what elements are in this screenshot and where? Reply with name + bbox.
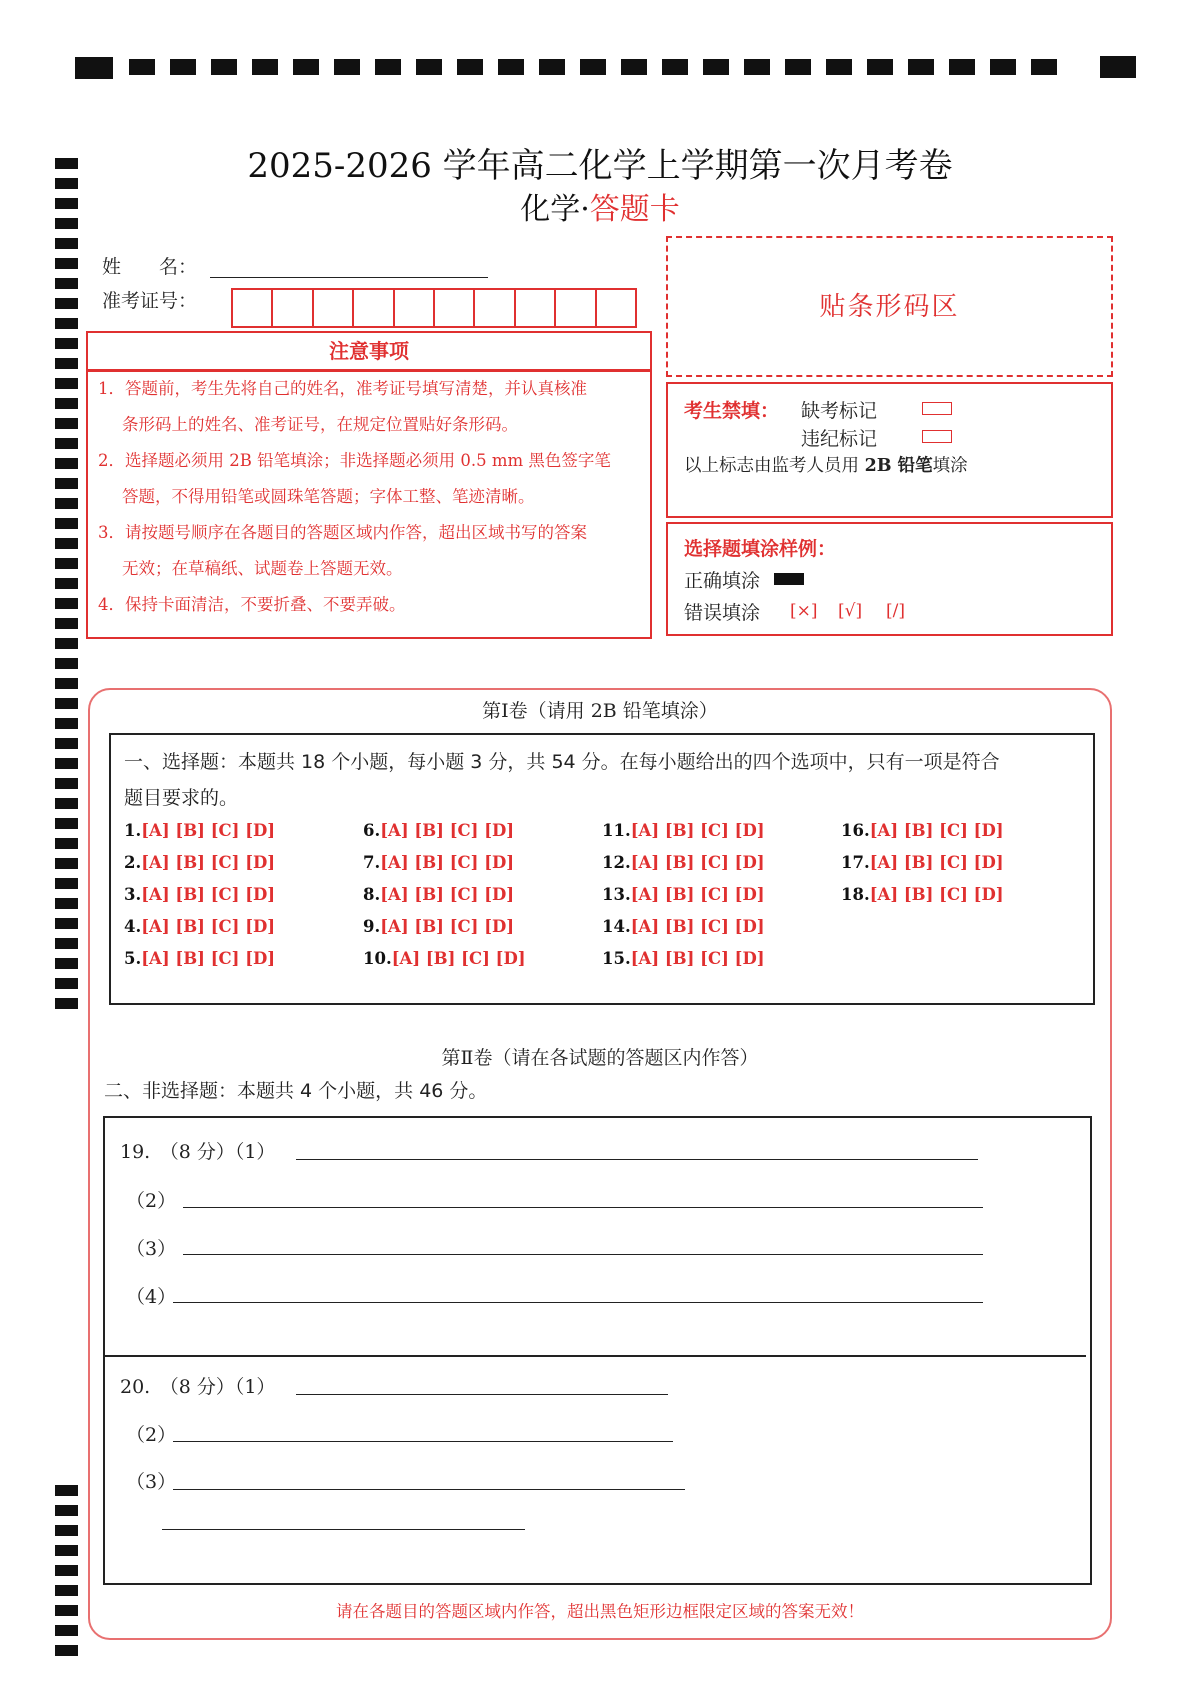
mcq-number: 16. [841, 821, 870, 840]
timing-mark [55, 1545, 78, 1556]
notice-heading-box [86, 331, 652, 371]
id-digit-box[interactable] [475, 290, 515, 326]
mcq-number: 2. [124, 853, 142, 872]
timing-mark [55, 758, 78, 769]
mcq-question-7[interactable] [363, 853, 514, 872]
id-digit-box[interactable] [435, 290, 475, 326]
mcq-question-8[interactable] [363, 885, 514, 904]
id-boxes[interactable] [231, 288, 637, 328]
timing-mark [55, 618, 78, 629]
mcq-number: 13. [602, 885, 631, 904]
mcq-number: 10. [363, 949, 392, 968]
timing-mark [55, 598, 78, 609]
timing-mark [55, 378, 78, 389]
mcq-options[interactable]: [A] [B] [C] [D] [630, 821, 765, 840]
mcq-number: 1. [124, 821, 142, 840]
timing-mark [55, 458, 78, 469]
mcq-options[interactable]: [A] [B] [C] [D] [869, 821, 1004, 840]
id-digit-box[interactable] [597, 290, 635, 326]
mcq-options[interactable]: [A] [B] [C] [D] [380, 917, 515, 936]
q19-label: 19. （8 分）（1） [120, 1141, 276, 1163]
timing-mark [55, 958, 78, 969]
id-digit-box[interactable] [395, 290, 435, 326]
notice-item: 3．请按题号顺序在各题目的答题区域内作答，超出区域书写的答案 [98, 523, 587, 542]
mcq-question-14[interactable] [602, 917, 765, 936]
mcq-number: 12. [602, 853, 631, 872]
forbidden-note: 以上标志由监考人员用 2B 铅笔填涂 [684, 456, 968, 476]
timing-mark [55, 1485, 78, 1496]
timing-mark [55, 578, 78, 589]
timing-mark [55, 518, 78, 529]
id-digit-box[interactable] [516, 290, 556, 326]
mcq-question-9[interactable] [363, 917, 514, 936]
part1-heading: 第Ⅰ卷（请用 2B 铅笔填涂） [482, 700, 718, 722]
mcq-question-12[interactable] [602, 853, 765, 872]
mcq-number: 8. [363, 885, 381, 904]
id-digit-box[interactable] [354, 290, 394, 326]
mcq-options[interactable]: [A] [B] [C] [D] [630, 885, 765, 904]
notice-item: 条形码上的姓名、准考证号，在规定位置贴好条形码。 [122, 415, 518, 434]
timing-mark [55, 1645, 78, 1656]
mcq-question-4[interactable] [124, 917, 275, 936]
footer-warning: 请在各题目的答题区域内作答，超出黑色矩形边框限定区域的答案无效！ [336, 1602, 864, 1621]
part2-box [103, 1116, 1092, 1585]
name-label: 姓 名： [102, 256, 198, 278]
notice-item: 答题，不得用铅笔或圆珠笔答题；字体工整、笔迹清晰。 [122, 487, 535, 506]
mcq-question-11[interactable] [602, 821, 765, 840]
q19-part2-label: （2） [126, 1190, 177, 1212]
page-subtitle: 化学·答题卡 [520, 192, 680, 227]
notice-box [86, 370, 652, 639]
mcq-number: 17. [841, 853, 870, 872]
mcq-options[interactable]: [A] [B] [C] [D] [141, 885, 276, 904]
q20-answer-line-4[interactable] [162, 1529, 525, 1530]
mcq-question-3[interactable] [124, 885, 275, 904]
name-field[interactable] [210, 277, 488, 278]
timing-mark [55, 1625, 78, 1636]
timing-mark [55, 818, 78, 829]
part1-intro: 一、选择题：本题共 18 个小题，每小题 3 分，共 54 分。在每小题给出的四个选项中，只有一项是符合 [124, 751, 1000, 773]
sample-box [666, 522, 1113, 636]
timing-mark [55, 238, 78, 249]
id-digit-box[interactable] [273, 290, 313, 326]
notice-heading: 注意事项 [329, 339, 409, 363]
mcq-options[interactable]: [A] [B] [C] [D] [630, 949, 765, 968]
mcq-number: 14. [602, 917, 631, 936]
mcq-number: 11. [602, 821, 631, 840]
mcq-number: 15. [602, 949, 631, 968]
mcq-options[interactable]: [A] [B] [C] [D] [141, 917, 276, 936]
wrong-mark-x: [×] [790, 601, 818, 621]
mcq-question-17[interactable] [841, 853, 1004, 872]
absent-label: 缺考标记 [801, 400, 878, 422]
mcq-number: 7. [363, 853, 381, 872]
notice-item: 2．选择题必须用 2B 铅笔填涂；非选择题必须用 0.5 mm 黑色签字笔 [98, 451, 611, 470]
page-title: 2025-2026 学年高二化学上学期第一次月考卷 [247, 146, 953, 186]
wrong-label: 错误填涂 [684, 602, 761, 624]
timing-mark [55, 298, 78, 309]
mcq-number: 18. [841, 885, 870, 904]
mcq-options[interactable]: [A] [B] [C] [D] [630, 853, 765, 872]
correct-label: 正确填涂 [684, 570, 761, 592]
timing-mark [55, 1585, 78, 1596]
mcq-options[interactable]: [A] [B] [C] [D] [141, 853, 276, 872]
timing-mark [55, 278, 78, 289]
timing-mark [55, 998, 78, 1009]
wrong-mark-check: [√] [838, 601, 863, 621]
timing-mark [55, 738, 78, 749]
q19-part4-label: （4） [126, 1286, 177, 1308]
mcq-question-2[interactable] [124, 853, 275, 872]
mcq-question-16[interactable] [841, 821, 1004, 840]
part1-box [109, 733, 1095, 1005]
mcq-options[interactable]: [A] [B] [C] [D] [380, 885, 515, 904]
timing-mark [55, 678, 78, 689]
absent-mark-box[interactable] [922, 402, 952, 415]
part1-intro-2: 题目要求的。 [124, 787, 239, 809]
violation-label: 违纪标记 [801, 428, 878, 450]
notice-item: 无效；在草稿纸、试题卷上答题无效。 [122, 559, 403, 578]
mcq-question-10[interactable] [363, 949, 526, 968]
timing-mark [55, 358, 78, 369]
mcq-question-18[interactable] [841, 885, 1004, 904]
timing-mark [55, 938, 78, 949]
mcq-number: 3. [124, 885, 142, 904]
id-label: 准考证号： [102, 290, 198, 312]
mcq-question-6[interactable] [363, 821, 514, 840]
q20-part3-label: （3） [126, 1471, 177, 1493]
timing-mark [55, 478, 78, 489]
q19-part3-label: （3） [126, 1238, 177, 1260]
mcq-number: 9. [363, 917, 381, 936]
mcq-number: 6. [363, 821, 381, 840]
mcq-options[interactable]: [A] [B] [C] [D] [869, 885, 1004, 904]
q20-label: 20. （8 分）（1） [120, 1376, 276, 1398]
timing-mark [55, 858, 78, 869]
forbidden-box [666, 382, 1113, 518]
q20-answer-line-1[interactable] [296, 1394, 668, 1395]
violation-mark-box[interactable] [922, 430, 952, 443]
part2-heading: 第Ⅱ卷（请在各试题的答题区内作答） [441, 1047, 759, 1069]
timing-mark [55, 798, 78, 809]
timing-mark [55, 898, 78, 909]
mcq-options[interactable]: [A] [B] [C] [D] [630, 917, 765, 936]
q19-q20-divider [103, 1355, 1086, 1357]
timing-mark [55, 318, 78, 329]
notice-item: 1．答题前，考生先将自己的姓名，准考证号填写清楚，并认真核准 [98, 379, 587, 398]
timing-mark [55, 258, 78, 269]
part2-intro: 二、非选择题：本题共 4 个小题，共 46 分。 [104, 1080, 488, 1102]
timing-mark [55, 1525, 78, 1536]
id-digit-box[interactable] [233, 290, 273, 326]
timing-mark [55, 918, 78, 929]
barcode-label: 贴条形码区 [819, 292, 960, 322]
mcq-options[interactable]: [A] [B] [C] [D] [141, 949, 276, 968]
timing-mark [55, 638, 78, 649]
mcq-question-1[interactable] [124, 821, 275, 840]
barcode-area [666, 236, 1113, 377]
timing-mark [55, 558, 78, 569]
mcq-options[interactable]: [A] [B] [C] [D] [380, 821, 515, 840]
timing-mark [55, 778, 78, 789]
correct-fill-sample [774, 573, 804, 585]
q20-answer-line-3[interactable] [173, 1489, 685, 1490]
mcq-number: 5. [124, 949, 142, 968]
q19-answer-line-3[interactable] [183, 1254, 983, 1255]
q20-answer-line-2[interactable] [173, 1441, 673, 1442]
timing-mark [55, 418, 78, 429]
timing-mark [55, 398, 78, 409]
timing-mark [55, 338, 78, 349]
q19-answer-line-4[interactable] [173, 1302, 983, 1303]
timing-mark [55, 978, 78, 989]
mcq-question-13[interactable] [602, 885, 765, 904]
timing-mark [55, 1565, 78, 1576]
mcq-options[interactable]: [A] [B] [C] [D] [380, 853, 515, 872]
mcq-options[interactable]: [A] [B] [C] [D] [391, 949, 526, 968]
forbidden-label: 考生禁填： [684, 400, 780, 422]
timing-mark [55, 838, 78, 849]
mcq-options[interactable]: [A] [B] [C] [D] [869, 853, 1004, 872]
notice-item: 4．保持卡面清洁，不要折叠、不要弄破。 [98, 595, 406, 614]
q20-part2-label: （2） [126, 1424, 177, 1446]
timing-mark [55, 498, 78, 509]
timing-mark [55, 538, 78, 549]
timing-mark [55, 1505, 78, 1516]
timing-mark [55, 438, 78, 449]
mcq-question-15[interactable] [602, 949, 765, 968]
timing-mark [55, 658, 78, 669]
mcq-number: 4. [124, 917, 142, 936]
q19-answer-line-2[interactable] [183, 1207, 983, 1208]
wrong-mark-slash: [/] [886, 601, 905, 621]
sample-heading: 选择题填涂样例： [684, 538, 837, 560]
timing-mark [55, 878, 78, 889]
id-digit-box[interactable] [314, 290, 354, 326]
id-digit-box[interactable] [556, 290, 596, 326]
mcq-options[interactable]: [A] [B] [C] [D] [141, 821, 276, 840]
mcq-question-5[interactable] [124, 949, 275, 968]
q19-answer-line-1[interactable] [296, 1159, 978, 1160]
